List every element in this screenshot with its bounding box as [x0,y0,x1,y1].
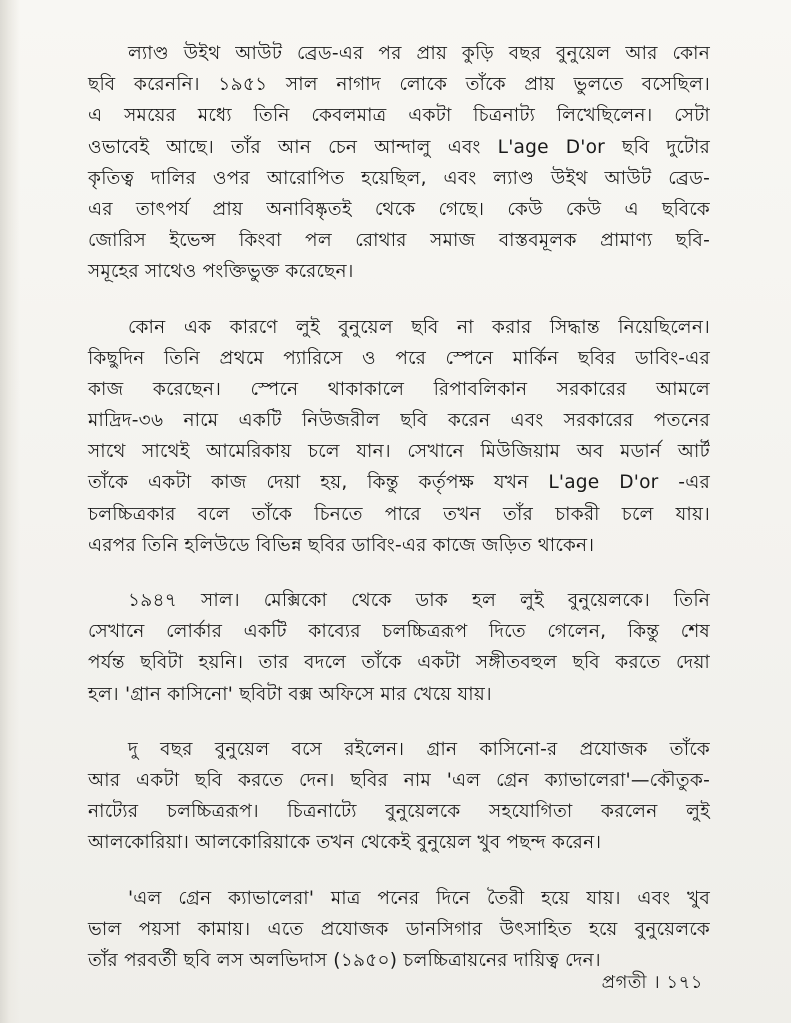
text-line: পর্যন্ত ছবিটা হয়নি। তার বদলে তাঁকে একটা সঙ্গীতবহুল ছবি করতে দেয়া [88,652,710,674]
text-line: কোন এক কারণে লুই বুনুয়েল ছবি না করার সিদ্ধান্ত নিয়েছিলেন। [128,316,710,338]
text-line: তাঁর পরবর্তী ছবি লস অলভিদাস (১৯৫০) চলচ্চিত্রায়নের দায়িত্ব দেন। [88,949,601,971]
text-line: সেখানে লোর্কার একটি কাব্যের চলচ্চিত্ররূপ দিতে গেলেন, কিন্তু শেষ [88,621,710,643]
text-line: কৃতিত্ব দালির ওপর আরোপিত হয়েছিল, এবং ল্যাণ্ড উইথ আউট ব্রেড- [88,167,710,189]
paragraph-3 [88,585,710,710]
text-line: কিছুদিন তিনি প্রথমে প্যারিসে ও পরে স্পেনে মার্কিন ছবির ডাবিং-এর [88,347,710,369]
text-line: কাজ করেছেন। স্পেনে থাকাকালে রিপাবলিকান সরকারের আমলে [88,378,710,400]
text-line: এ সময়ের মধ্যে তিনি কেবলমাত্র একটা চিত্রনাট্য লিখেছিলেন। সেটা [88,105,710,127]
text-line: এরপর তিনি হলিউডে বিভিন্ন ছবির ডাবিং-এর কাজে জড়িত থাকেন। [88,534,595,556]
text-line: নাট্যের চলচ্চিত্ররূপ। চিত্রনাট্যে বুনুয়েলকে সহযোগিতা করলেন লুই [88,801,710,823]
text-line: ছবি করেননি। ১৯৫১ সাল নাগাদ লোকে তাঁকে প্রায় ভুলতে বসেছিল। [88,74,710,96]
body-text [88,38,710,1000]
text-line: আলকোরিয়া। আলকোরিয়াকে তখন থেকেই বুনুয়েল খুব পছন্দ করেন। [88,832,602,854]
text-line: মাদ্রিদ-৩৬ নামে একটি নিউজরীল ছবি করেন এবং সরকারের পতনের [88,410,710,432]
text-line: ল্যাণ্ড উইথ আউট ব্রেড-এর পর প্রায় কুড়ি বছর বুনুয়েল আর কোন [128,43,710,64]
text-line: চলচ্চিত্রকার বলে তাঁকে চিনতে পারে তখন তাঁর চাকরী চলে যায়। [88,503,710,525]
paragraph-5 [88,883,710,977]
paragraph-4 [88,734,710,859]
text-line: ১৯৪৭ সাল। মেক্সিকো থেকে ডাক হল লুই বুনুয়েলকে। তিনি [128,590,710,611]
paragraph-1 [88,38,710,288]
text-line: সমূহের সাথেও পংক্তিভুক্ত করেছেন। [88,261,354,283]
text-line: তাঁকে একটা কাজ দেয়া হয়, কিন্তু কর্তৃপক্ষ যখন L'age D'or -এর [88,472,710,494]
text-line: হল। 'গ্রান কাসিনো' ছবিটা বক্স অফিসে মার খেয়ে যায়। [88,683,492,705]
text-line: সাথে সাথেই আমেরিকায় চলে যান। সেখানে মিউজিয়াম অব মডার্ন আর্ট [88,441,710,463]
text-line: এর তাৎপর্য প্রায় অনাবিষ্কৃতই থেকে গেছে। কেউ কেউ এ ছবিকে [88,198,710,220]
text-line: আর একটা ছবি করতে দেন। ছবির নাম 'এল গ্রেন ক্যাভালেরা'—কৌতুক- [88,769,710,791]
text-line: ওভাবেই আছে। তাঁর আন চেন আন্দালু এবং L'age D'or ছবি দুটোর [88,136,710,158]
text-line: ভাল পয়সা কামায়। এতে প্রযোজক ডানসিগার উৎসাহিত হয়ে বুনুয়েলকে [88,918,710,940]
text-line: 'এল গ্রেন ক্যাভালেরা' মাত্র পনের দিনে তৈরী হয়ে যায়। এবং খুব [128,887,710,909]
text-line: জোরিস ইভেন্স কিংবা পল রোথার সমাজ বাস্তবমূলক প্রামাণ্য ছবি- [88,230,710,252]
paragraph-2 [88,312,710,562]
page-gutter-shadow [0,0,20,1023]
page-footer: প্রগতী । ১৭১ [601,972,703,993]
text-line: দু বছর বুনুয়েল বসে রইলেন। গ্রান কাসিনো-র প্রযোজক তাঁকে [128,738,710,760]
